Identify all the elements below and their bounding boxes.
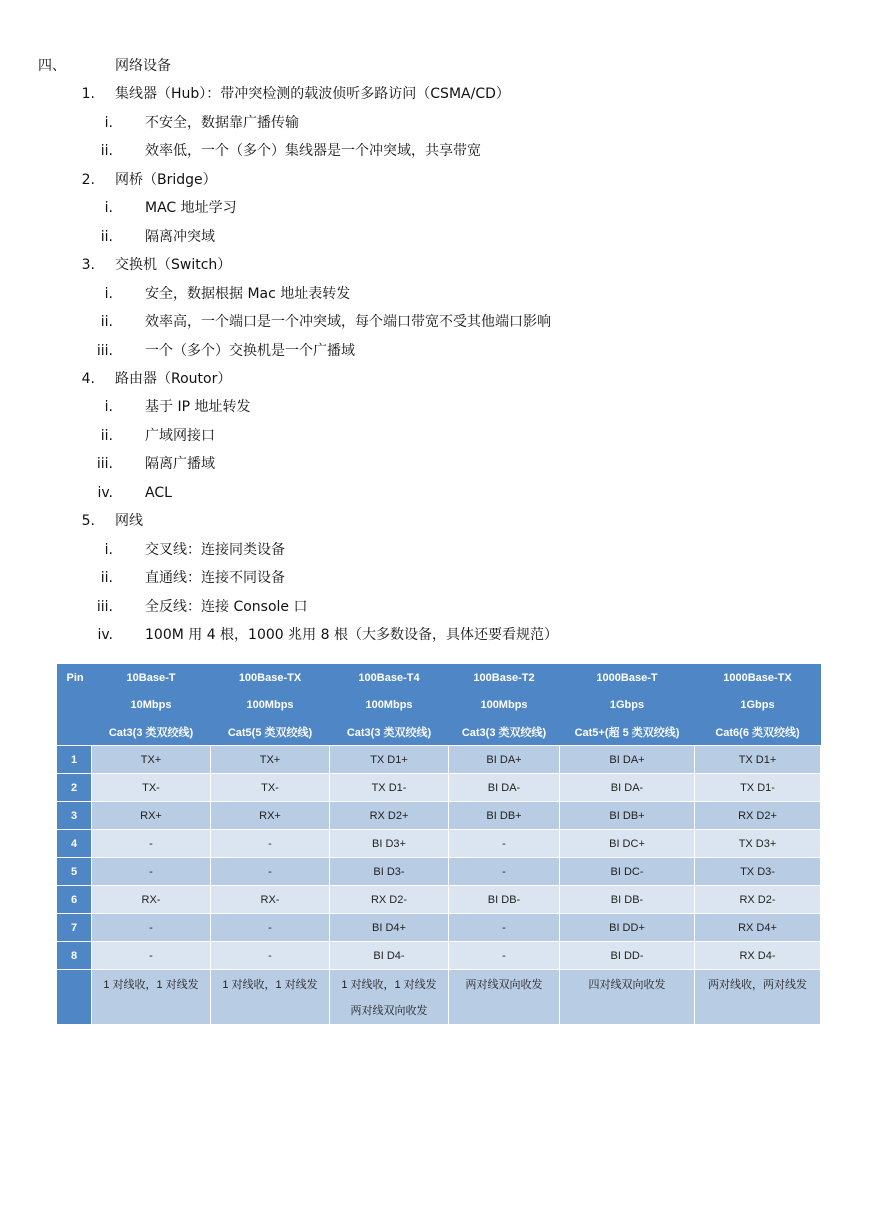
col-header-speed: 1Gbps [695,691,821,718]
table-row [57,774,821,802]
outline-text: 隔离广播域 [145,456,215,473]
table-cell: - [92,858,211,886]
col-header-name: 1000Base-T [560,664,695,691]
table-row-note [57,970,821,1025]
pin-header: Pin [57,664,92,691]
outline-text: 交叉线：连接同类设备 [145,541,285,558]
table-cell: BI D3+ [330,830,449,858]
table-cell: RX- [211,886,330,914]
table-cell-note: 1 对线收，1 对线发 两对线双向收发 [330,970,449,1025]
table-cell: TX D1+ [695,746,821,774]
pin-number: 1 [57,746,92,774]
pin-number: 4 [57,830,92,858]
table-cell: BI DC+ [560,830,695,858]
outline-text: 全反线：连接 Console 口 [145,598,308,615]
table-cell: BI D3- [330,858,449,886]
pin-number: 7 [57,914,92,942]
table-cell-note: 四对线双向收发 [560,970,695,1025]
outline-text: 网线 [115,513,143,530]
outline-text: MAC 地址学习 [145,200,237,217]
table-row [57,746,821,774]
col-header-cable: Cat5(5 类双绞线) [211,718,330,746]
table-cell: - [211,830,330,858]
table-row [57,830,821,858]
table-cell: TX+ [211,746,330,774]
table-cell: - [92,942,211,970]
table-cell: - [449,830,560,858]
outline-text: 100M 用 4 根，1000 兆用 8 根（大多数设备，具体还要看规范） [145,627,558,643]
table-cell-note: 两对线收，两对线发 [695,970,821,1025]
table-row [57,802,821,830]
outline-text: 安全，数据根据 Mac 地址表转发 [145,285,351,302]
col-header-speed: 10Mbps [92,691,211,718]
table-cell: - [211,858,330,886]
table-cell: BI DB+ [560,802,695,830]
col-header-name: 10Base-T [92,664,211,691]
table-cell: RX+ [92,802,211,830]
outline-marker: i. [104,541,113,558]
col-header-speed: 100Mbps [330,691,449,718]
table-cell: BI DA- [560,774,695,802]
outline-text: 隔离冲突域 [145,228,215,245]
col-header-name: 100Base-T2 [449,664,560,691]
table-cell: BI D4+ [330,914,449,942]
outline-text: 效率高，一个端口是一个冲突域，每个端口带宽不受其他端口影响 [145,314,551,331]
table-cell: - [449,858,560,886]
pin-number: 3 [57,802,92,830]
table-cell: TX D3- [695,858,821,886]
outline-marker: iv. [97,627,113,643]
table-cell: - [449,914,560,942]
outline-text: 直通线：连接不同设备 [145,570,285,587]
table-cell: RX D2+ [330,802,449,830]
table-cell: TX+ [92,746,211,774]
col-header-speed: 100Mbps [449,691,560,718]
outline-marker: i. [104,285,113,302]
pin-header-blank [57,718,92,746]
table-cell: RX- [92,886,211,914]
outline-marker: 2. [81,171,95,188]
table-cell: BI DB+ [449,802,560,830]
table-cell: BI DD+ [560,914,695,942]
table-cell: TX D1+ [330,746,449,774]
outline-marker: ii. [100,570,113,587]
outline-text: 不安全，数据靠广播传输 [145,114,299,131]
outline-text: 集线器（Hub）：带冲突检测的载波侦听多路访问（CSMA/CD） [115,86,510,103]
header-row-standard [57,664,821,691]
table-cell: TX- [211,774,330,802]
outline-text: 一个（多个）交换机是一个广播域 [145,342,355,359]
table-cell: - [449,942,560,970]
outline-marker: i. [104,200,113,217]
table-cell-note: 两对线双向收发 [449,970,560,1025]
col-header-speed: 100Mbps [211,691,330,718]
table-row [57,886,821,914]
table-cell: - [211,914,330,942]
col-header-cable: Cat5+(超 5 类双绞线) [560,718,695,746]
pin-number: 8 [57,942,92,970]
table-row [57,858,821,886]
outline-text: ACL [145,484,172,501]
table-cell: BI DA+ [560,746,695,774]
table-cell: RX D2- [330,886,449,914]
ethernet-pinout-table [56,664,821,1025]
col-header-speed: 1Gbps [560,691,695,718]
pin-number: 2 [57,774,92,802]
table-cell: BI DA+ [449,746,560,774]
table-cell: RX D4+ [695,914,821,942]
table-cell: TX D1- [695,774,821,802]
table-cell: RX D2+ [695,802,821,830]
outline-text: 广域网接口 [145,427,215,444]
outline-marker: iv. [97,484,113,501]
outline-marker: 3. [81,257,95,274]
outline-marker: ii. [100,427,113,444]
table-cell: BI DA- [449,774,560,802]
col-header-cable: Cat3(3 类双绞线) [449,718,560,746]
outline-marker: 四、 [38,58,66,74]
outline-marker: i. [104,399,113,416]
table-cell-note: 1 对线收，1 对线发 [211,970,330,1025]
col-header-name: 100Base-TX [211,664,330,691]
outline-marker: ii. [100,228,113,245]
outline-marker: iii. [96,342,113,359]
pin-number [57,970,92,1025]
table-cell: - [92,914,211,942]
col-header-cable: Cat3(3 类双绞线) [92,718,211,746]
pin-number: 5 [57,858,92,886]
col-header-name: 1000Base-TX [695,664,821,691]
outline-text: 网络设备 [115,58,171,74]
table-cell-note: 1 对线收，1 对线发 [92,970,211,1025]
table-cell: RX+ [211,802,330,830]
table-row [57,942,821,970]
pin-number: 6 [57,886,92,914]
outline-marker: i. [104,114,113,131]
col-header-cable: Cat6(6 类双绞线) [695,718,821,746]
table-cell: BI DB- [560,886,695,914]
outline-marker: iii. [96,598,113,615]
outline-text: 网桥（Bridge） [115,171,217,188]
outline-text: 路由器（Routor） [115,370,232,387]
table-cell: RX D4- [695,942,821,970]
outline-text: 交换机（Switch） [115,257,232,274]
outline-marker: 1. [81,86,95,103]
header-row-speed [57,691,821,718]
outline-marker: 5. [81,513,95,530]
table-cell: - [92,830,211,858]
table-cell: BI DB- [449,886,560,914]
table-cell: TX D3+ [695,830,821,858]
table-body [57,746,821,1025]
outline-marker: ii. [100,143,113,160]
col-header-name: 100Base-T4 [330,664,449,691]
outline-text: 效率低，一个（多个）集线器是一个冲突域，共享带宽 [145,143,481,160]
col-header-cable: Cat3(3 类双绞线) [330,718,449,746]
table-cell: BI D4- [330,942,449,970]
table-cell: - [211,942,330,970]
header-row-cable [57,718,821,746]
table-row [57,914,821,942]
pin-header-blank [57,691,92,718]
table-cell: BI DC- [560,858,695,886]
outline-text: 基于 IP 地址转发 [145,399,251,416]
outline-marker: iii. [96,456,113,473]
table-cell: BI DD- [560,942,695,970]
table-cell: TX D1- [330,774,449,802]
outline-marker: 4. [81,370,95,387]
table-cell: TX- [92,774,211,802]
table-cell: RX D2- [695,886,821,914]
outline-marker: ii. [100,314,113,331]
